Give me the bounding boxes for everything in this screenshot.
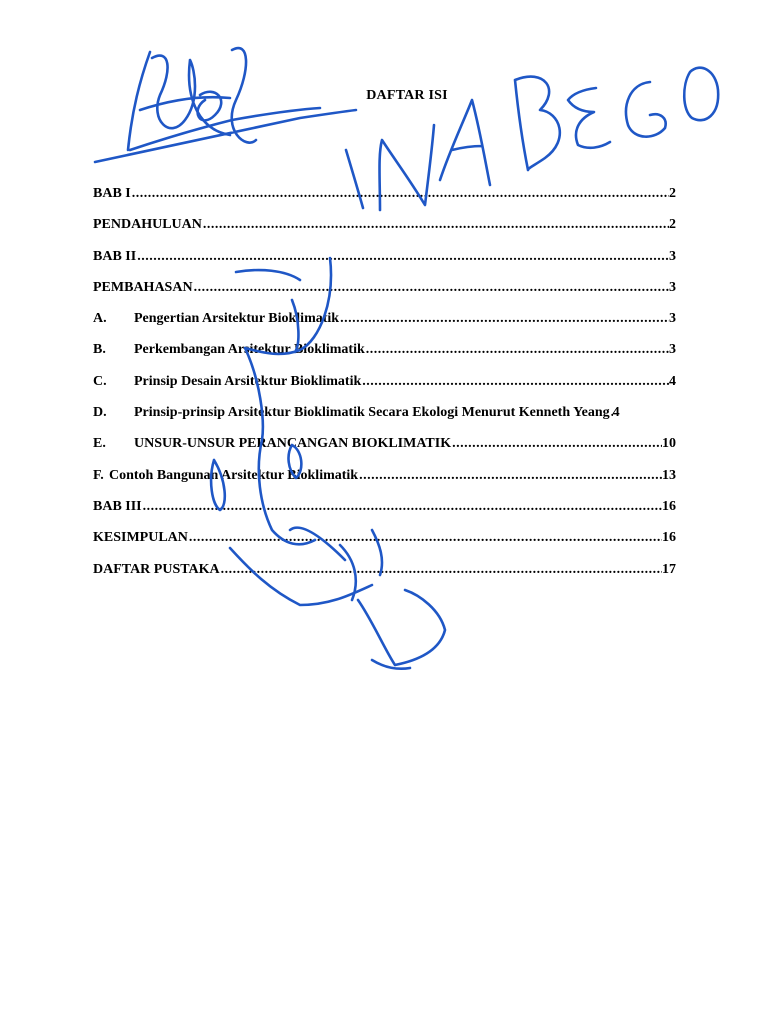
toc-entry-text: Prinsip-prinsip Arsitektur Bioklimatik Secara Ekologi Menurut Kenneth Yeang bbox=[134, 405, 610, 421]
toc-page-number: 4 bbox=[612, 405, 620, 421]
toc-entry-label: PEMBAHASAN bbox=[93, 279, 193, 295]
toc-page-number: 13 bbox=[662, 467, 676, 483]
toc-page-number: 3 bbox=[669, 342, 676, 358]
dot-leader bbox=[143, 499, 662, 515]
toc-entry-label: BAB I bbox=[93, 186, 131, 201]
toc-page-number: 2 bbox=[669, 217, 676, 233]
toc-entry-label bbox=[93, 311, 339, 327]
toc-entry-label: BAB III bbox=[93, 498, 142, 514]
letter-a bbox=[440, 100, 490, 185]
toc-entry-text: Perkembangan Arsitektur Bioklimatik bbox=[134, 342, 365, 358]
toc-entry-text: Pengertian Arsitektur Bioklimatik bbox=[134, 311, 340, 327]
table-of-contents bbox=[93, 186, 676, 593]
toc-entry-label: PENDAHULUAN bbox=[93, 217, 202, 233]
toc-entry-label bbox=[93, 468, 358, 484]
toc-entry-marker: A. bbox=[93, 311, 107, 327]
toc-entry-c[interactable] bbox=[93, 374, 676, 405]
toc-entry-kesimpulan[interactable] bbox=[93, 530, 676, 561]
toc-entry-daftar-pustaka[interactable] bbox=[93, 562, 676, 593]
dot-leader bbox=[132, 186, 669, 202]
toc-entry-bab-3[interactable] bbox=[93, 499, 676, 530]
toc-page-number: 10 bbox=[662, 436, 676, 452]
toc-entry-label bbox=[93, 405, 610, 421]
dot-leader bbox=[194, 280, 669, 296]
page-title: DAFTAR ISI bbox=[366, 88, 448, 103]
toc-entry-label: DAFTAR PUSTAKA bbox=[93, 561, 220, 577]
toc-entry-bab-2[interactable] bbox=[93, 249, 676, 280]
dot-leader bbox=[452, 436, 662, 452]
toc-entry-marker: B. bbox=[93, 342, 106, 358]
toc-entry-pendahuluan[interactable] bbox=[93, 217, 676, 248]
toc-entry-text: Contoh Bangunan Arsitektur Bioklimatik bbox=[109, 467, 359, 483]
toc-entry-marker: F. bbox=[93, 467, 104, 483]
toc-entry-pembahasan[interactable] bbox=[93, 280, 676, 311]
dot-leader bbox=[340, 311, 669, 327]
dot-leader bbox=[203, 217, 669, 233]
toc-page-number: 16 bbox=[662, 498, 676, 514]
toc-entry-label bbox=[93, 436, 451, 452]
signature-scribble bbox=[95, 48, 356, 162]
toc-entry-text: UNSUR-UNSUR PERANCANGAN BIOKLIMATIK bbox=[134, 436, 452, 452]
toc-page-number: 3 bbox=[669, 311, 676, 327]
toc-page-number: 2 bbox=[669, 186, 676, 201]
toc-entry-label: KESIMPULAN bbox=[93, 530, 188, 546]
dot-leader bbox=[221, 562, 662, 578]
dot-leader bbox=[137, 249, 669, 265]
toc-entry-d[interactable] bbox=[93, 405, 676, 436]
toc-entry-marker: E. bbox=[93, 436, 106, 452]
toc-entry-label: BAB II bbox=[93, 248, 137, 264]
toc-page-number: 3 bbox=[669, 248, 676, 264]
toc-entry-marker: C. bbox=[93, 373, 107, 389]
toc-page-number: 16 bbox=[662, 530, 676, 546]
dot-leader bbox=[366, 342, 669, 358]
dot-leader bbox=[359, 468, 662, 484]
toc-page-number: 3 bbox=[669, 279, 676, 295]
dot-leader bbox=[189, 530, 662, 546]
toc-entry-label bbox=[93, 374, 361, 390]
toc-entry-a[interactable] bbox=[93, 311, 676, 342]
toc-entry-b[interactable] bbox=[93, 342, 676, 373]
toc-entry-bab-1[interactable] bbox=[93, 186, 676, 217]
toc-entry-e[interactable] bbox=[93, 436, 676, 467]
toc-page-number: 4 bbox=[669, 373, 676, 389]
toc-page-number: 17 bbox=[662, 561, 676, 577]
toc-entry-label bbox=[93, 342, 365, 358]
toc-entry-text: Prinsip Desain Arsitektur Bioklimatik bbox=[134, 373, 362, 389]
toc-entry-f[interactable] bbox=[93, 468, 676, 499]
toc-entry-marker: D. bbox=[93, 405, 107, 421]
dot-leader bbox=[362, 374, 669, 390]
